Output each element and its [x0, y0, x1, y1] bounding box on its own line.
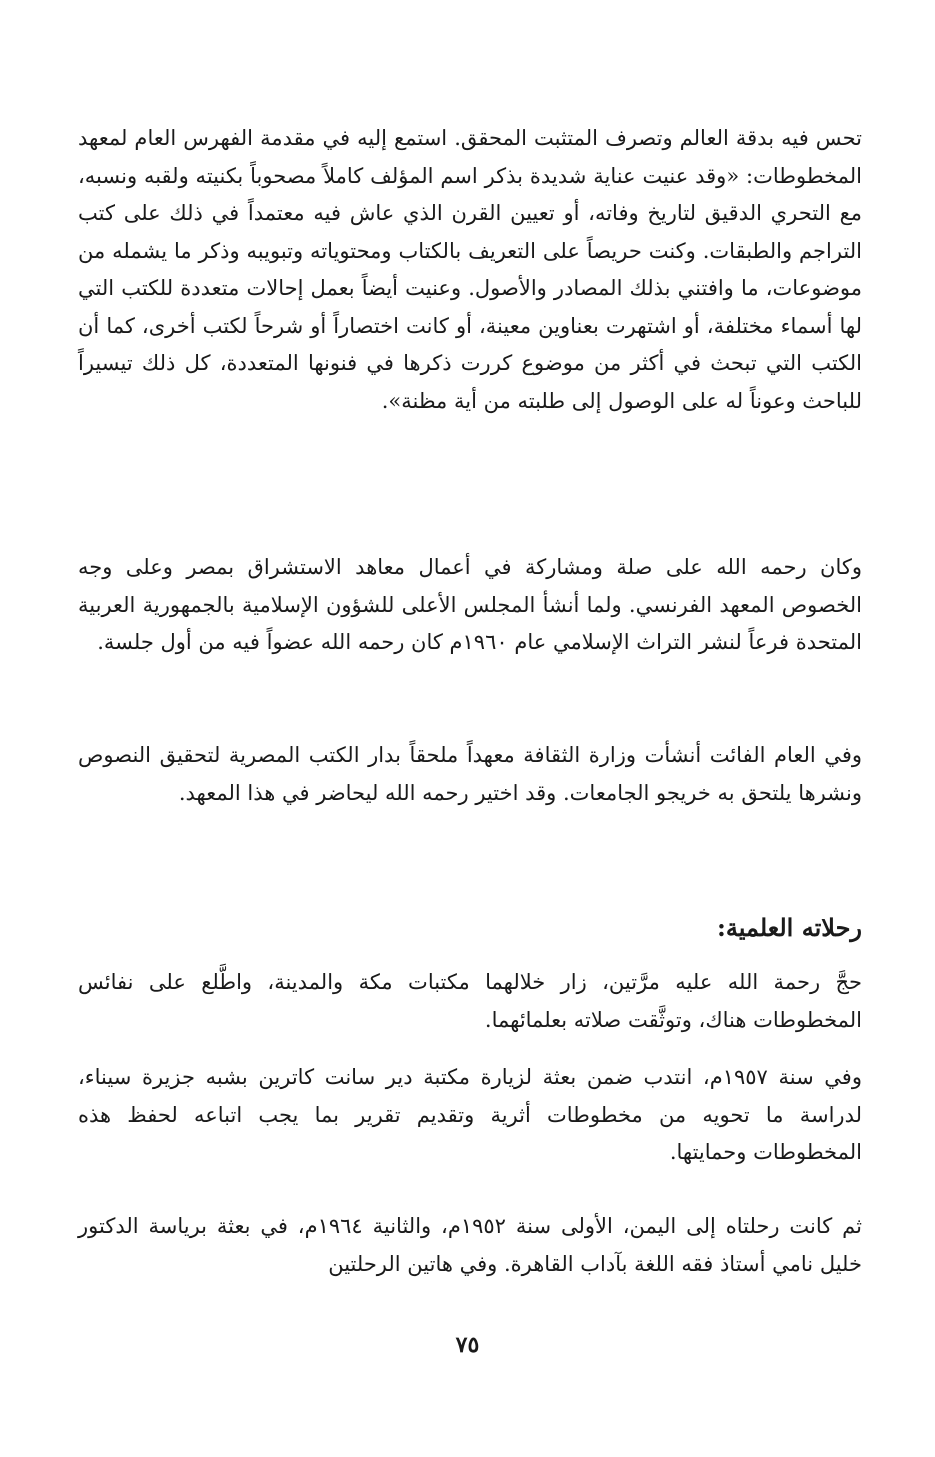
paragraph-block-5 — [78, 1059, 862, 1172]
paragraph-block-1 — [78, 120, 862, 420]
page-number: ٧٥ — [455, 1332, 480, 1358]
paragraph-institute: وفي العام الفائت أنشأت وزارة الثقافة معهداً ملحقاً بدار الكتب المصرية لتحقيق النصوص ونشرها يلتحق به خريجو الجامعات. وقد اختير رحمه الله ليحاضر في هذا المعهد. — [78, 743, 862, 805]
paragraph-block-4 — [78, 964, 862, 1039]
paragraph-hajj: حجَّ رحمة الله عليه مرَّتين، زار خلالهما مكتبات مكة والمدينة، واطَّلع على نفائس المخطوطات هناك، وتوثَّقت صلاته بعلمائهما. — [78, 970, 862, 1032]
paragraph-block-6 — [78, 1208, 862, 1283]
section-heading: رحلاته العلمية: — [717, 913, 862, 942]
paragraph-block-3 — [78, 737, 862, 812]
paragraph-block-2 — [78, 549, 862, 662]
paragraph-sinai-mission: وفي سنة ١٩٥٧م، انتدب ضمن بعثة لزيارة مكتبة دير سانت كاترين بشبه جزيرة سيناء، لدراسة ما تحويه من مخطوطات أثرية وتقديم تقرير بما يجب اتباعه لحفظ هذه المخطوطات وحمايتها. — [78, 1065, 862, 1164]
paragraph-quote-index: تحس فيه بدقة العالم وتصرف المتثبت المحقق. استمع إليه في مقدمة الفهرس العام لمعهد المخطوطات: «وقد عنيت عناية شديدة بذكر اسم المؤلف كاملاً مصحوباً بكنيته ولقبه ونسبه، مع التحري الدقيق لتاريخ وفاته، أو تعيين القرن الذي عاش فيه معتمداً في ذلك على كتب التراجم والطبقات. وكنت حريصاً على التعريف بالكتاب ومحتوياته وتبويبه وذكر ما يشمله من موضوعات، ما وافتني بذلك المصادر والأصول. وعنيت أيضاً بعمل إحالات متعددة للكتب التي لها أسماء مختلفة، أو اشتهرت بعناوين معينة، أو كانت اختصاراً أو شرحاً لكتب أخرى، كما أن الكتب التي تبحث في أكثر من موضوع كررت ذكرها في فنونها المتعددة، كل ذلك تيسيراً للباحث وعوناً له على الوصول إلى طلبته من أية مظنة». — [78, 126, 862, 413]
paragraph-orientalism-council: وكان رحمه الله على صلة ومشاركة في أعمال معاهد الاستشراق بمصر وعلى وجه الخصوص المعهد الفرنسي. ولما أنشأ المجلس الأعلى للشؤون الإسلامية بالجمهورية العربية المتحدة فرعاً لنشر التراث الإسلامي عام ١٩٦٠م كان رحمه الله عضواً فيه من أول جلسة. — [78, 555, 862, 654]
paragraph-yemen-trips: ثم كانت رحلتاه إلى اليمن، الأولى سنة ١٩٥٢م، والثانية ١٩٦٤م، في بعثة برياسة الدكتور خليل نامي أستاذ فقه اللغة بآداب القاهرة. وفي هاتين الرحلتين — [78, 1214, 862, 1276]
